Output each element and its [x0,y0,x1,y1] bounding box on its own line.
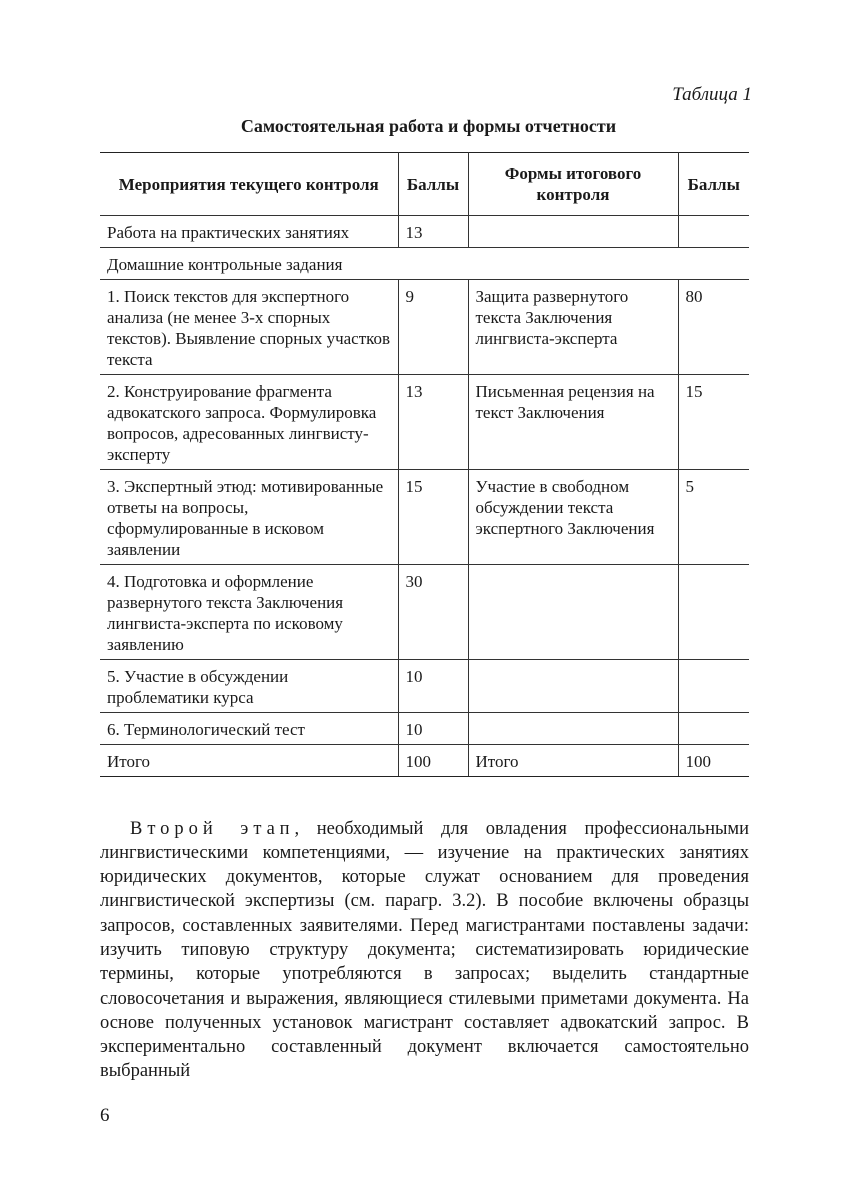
points-cell: 15 [398,470,468,565]
final-form-cell: Защита развернутого текста Заключения лингвиста-эксперта [468,280,678,375]
total-final-label-cell: Итого [468,745,678,777]
final-points-cell [678,565,749,660]
final-form-cell [468,660,678,713]
final-points-cell [678,216,749,248]
activity-cell: Работа на практических занятиях [100,216,398,248]
table-section-row [100,248,749,280]
activity-cell: 2. Конструирование фрагмента адвокатского запроса. Формулировка вопросов, адресованных лингвисту-эксперту [100,375,398,470]
final-points-cell: 5 [678,470,749,565]
activity-cell: 4. Подготовка и оформление развернутого текста Заключения лингвиста-эксперта по исковому заявлению [100,565,398,660]
table-total-row [100,745,749,777]
total-label-cell: Итого [100,745,398,777]
final-points-cell: 80 [678,280,749,375]
table-title: Самостоятельная работа и формы отчетности [240,116,617,136]
points-cell: 10 [398,713,468,745]
page-number: 6 [100,1105,110,1126]
table-row [100,713,749,745]
activity-cell: 1. Поиск текстов для экспертного анализа (не менее 3-х спорных текстов). Выявление спорных участков текста [100,280,398,375]
paragraph-text: , необходимый для овладения профессиональными лингвистическими компетенциями, — изучение на практических занятиях юридических документов, которые служат основанием для проведения лингвистической экспертизы (см. парагр. 3.2). В пособие включены образцы запросов, составленных заявителями. Перед магистрантами поставлены задачи: изучить типовую структуру документа; систематизировать юридические термины, которые употребляются в запросах; выделить стандартные словосочетания и выражения, являющиеся стилевыми приметами документа. На основе полученных установок магистрант составляет адвокатский запрос. В экспериментально составленный документ включается самостоятельно выбранный [100,818,750,1082]
activity-cell: 5. Участие в обсуждении проблематики курса [100,660,398,713]
final-form-cell [468,216,678,248]
body-paragraph [100,817,749,1084]
points-cell: 13 [398,375,468,470]
table-row [100,565,749,660]
activity-cell: 6. Терминологический тест [100,713,398,745]
final-points-cell: 15 [678,375,749,470]
final-form-cell: Участие в свободном обсуждении текста экспертного Заключения [468,470,678,565]
points-cell: 10 [398,660,468,713]
final-form-cell [468,565,678,660]
table-row [100,470,749,565]
final-form-cell [468,713,678,745]
final-form-cell: Письменная рецензия на текст Заключения [468,375,678,470]
total-final-points-cell: 100 [678,745,749,777]
final-points-cell [678,713,749,745]
activity-cell: 3. Экспертный этюд: мотивированные ответы на вопросы, сформулированные в исковом заявлении [100,470,398,565]
stage-lead: Второй этап [130,818,295,839]
table-header-row [100,153,749,216]
table-label: Таблица 1 [672,84,752,105]
points-cell: 9 [398,280,468,375]
header-final-forms: Формы итогового контроля [468,153,678,216]
table-row [100,216,749,248]
header-points-final: Баллы [678,153,749,216]
section-cell: Домашние контрольные задания [100,248,749,280]
final-points-cell [678,660,749,713]
total-points-cell: 100 [398,745,468,777]
table-row [100,280,749,375]
assessment-table [100,152,749,777]
table-row [100,375,749,470]
table-row [100,660,749,713]
points-cell: 13 [398,216,468,248]
points-cell: 30 [398,565,468,660]
header-activities: Мероприятия текущего контроля [100,153,398,216]
header-points-current: Баллы [398,153,468,216]
